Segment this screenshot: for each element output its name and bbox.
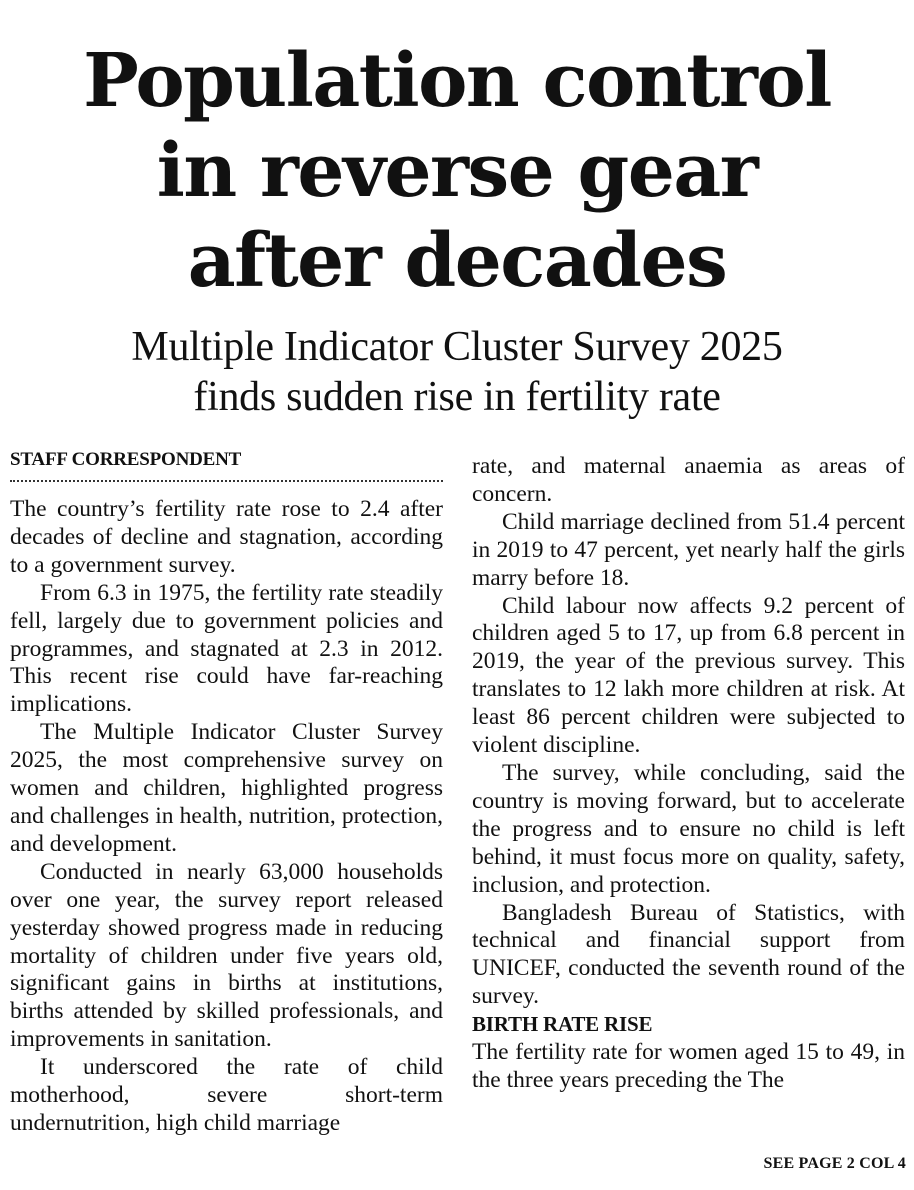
section-subheading: BIRTH RATE RISE [472,1012,653,1037]
continuation-jump-line: SEE PAGE 2 COL 4 [763,1155,906,1172]
article-paragraph: Child marriage declined from 51.4 percent in 2019 to 47 percent, yet nearly half the girls marry before 18. [472,508,905,591]
headline-line-1: Population control [83,38,831,124]
headline [0,36,914,306]
subheadline-line-2: finds sudden rise in fertility rate [193,374,721,420]
article-paragraph: Bangladesh Bureau of Statistics, with technical and financial support from UNICEF, conducted the seventh round of the survey. [472,899,905,1010]
article-paragraph: The Multiple Indicator Cluster Survey 2025, the most comprehensive survey on women and children, highlighted progress and challenges in health, nutrition, protection, and development. [10,719,443,857]
subheadline [0,322,914,422]
article-column-right [472,453,905,1095]
article-paragraph: The country’s fertility rate rose to 2.4 after decades of decline and stagnation, according to a government survey. [10,496,443,578]
article-paragraph: The fertility rate for women aged 15 to 49, in the three years preceding the The [472,1039,905,1093]
article-paragraph: Child labour now affects 9.2 percent of children aged 5 to 17, up from 6.8 percent in 2019, the year of the previous survey. This translates to 12 lakh more children at risk. At least 86 percent children were subjected to violent discipline. [472,592,905,759]
byline: STAFF CORRESPONDENT [10,448,443,482]
headline-line-3: after decades [187,218,727,304]
article-paragraph: The survey, while concluding, said the country is moving forward, but to accelerate the progress and to ensure no child is left behind, it must focus more on quality, safety, inclusion, and protection. [472,759,905,898]
article-paragraph: Conducted in nearly 63,000 households over one year, the survey report released yesterday showed progress made in reducing mortality of children under five years old, significant gains in births at institutions, births attended by skilled professionals, and improvements in sanitation. [10,858,443,1053]
article-paragraph: It underscored the rate of child motherhood, severe short-term undernutrition, high child marriage [10,1054,443,1136]
article-column-left [10,448,443,1138]
headline-line-2: in reverse gear [156,128,758,214]
article-paragraph: From 6.3 in 1975, the fertility rate steadily fell, largely due to government policies and programmes, and stagnated at 2.3 in 2012. This recent rise could have far-reaching implications. [10,579,443,718]
article-paragraph-continued: rate, and maternal anaemia as areas of concern. [472,453,905,507]
subheadline-line-1: Multiple Indicator Cluster Survey 2025 [131,324,783,370]
